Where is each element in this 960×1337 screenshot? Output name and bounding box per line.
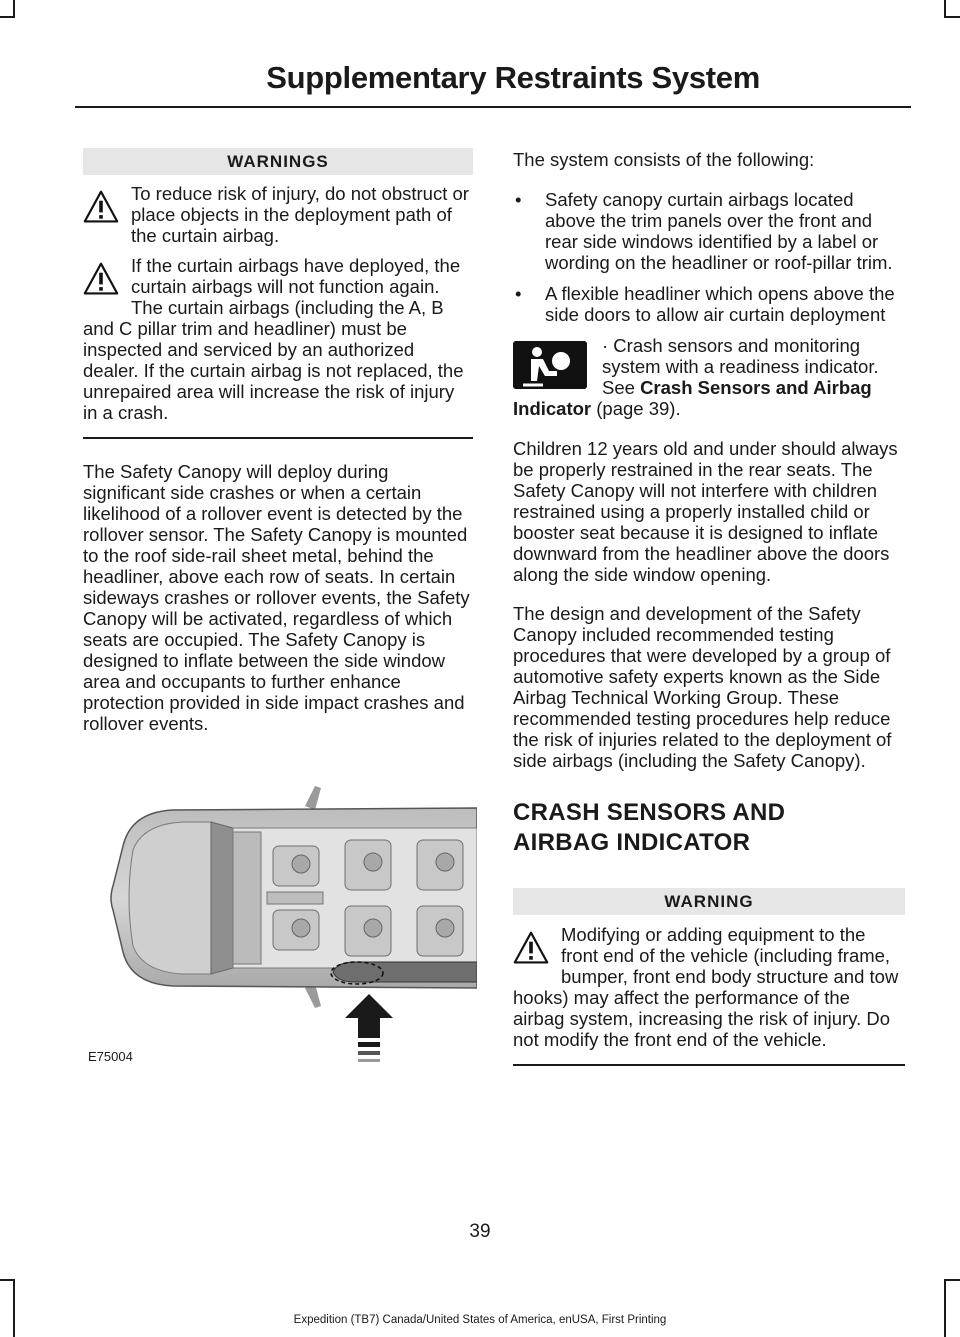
warning-triangle-icon bbox=[513, 930, 549, 966]
bullet-text: Safety canopy curtain airbags located above the trim panels over the front and rear side windows identified by a label or wording on the headliner or roof-pillar trim. bbox=[545, 188, 893, 273]
warning-end-rule bbox=[513, 1064, 905, 1066]
safety-canopy-paragraph: The Safety Canopy will deploy during significant side crashes or when a certain likelihood of a rollover event is detected by the rollover sensor. The Safety Canopy is mounted to the roof side-rail sheet metal, behind the headliner, above each row of seats. In certain sideways crashes or rollover events, the Safety Canopy will be activated, regardless of which seats are occupied. The Safety Canopy is designed to inflate between the side window area and occupants to further enhance protection provided in side impact crashes and rollover events. bbox=[83, 460, 470, 734]
crop-mark bbox=[944, 1279, 960, 1281]
crop-mark bbox=[13, 1279, 15, 1337]
children-paragraph: Children 12 years old and under should always be properly restrained in the rear seats. The Safety Canopy will not interfere with children restrained using a properly installed child or booster seat because it is designed to inflate downward from the headliner above the doors along the side window opening. bbox=[513, 437, 898, 585]
warning-text: If the curtain airbags have deployed, the curtain airbags will not function again. The curtain airbags (including the A, B and C pillar trim and headliner) must be inspected and serviced by an authorized dealer. If the curtain airbag is not replaced, the unrepaired area will increase the risk of injury in a crash. bbox=[83, 255, 464, 423]
list-item bbox=[513, 283, 905, 325]
warning-item bbox=[83, 255, 473, 423]
bullet: • bbox=[515, 282, 522, 304]
header-rule bbox=[75, 106, 911, 108]
section-heading-line: CRASH SENSORS AND bbox=[513, 799, 786, 826]
crop-mark bbox=[944, 16, 960, 18]
warning-triangle-icon bbox=[83, 189, 119, 225]
sensor-text: · Crash sensors and monitoring system with a readiness indicator. See bbox=[602, 334, 879, 398]
sensor-item bbox=[513, 335, 905, 419]
warning-text: Modifying or adding equipment to the front end of the vehicle (including frame, bumper, front end body structure and tow hooks) may affect the performance of the airbag system, increasing the risk of injury. Do not modify the front end of the vehicle. bbox=[513, 924, 899, 1050]
warning-heading: WARNING bbox=[513, 888, 905, 915]
bullet-text: A flexible headliner which opens above the side doors to allow air curtain deployment bbox=[545, 282, 895, 325]
warnings-heading: WARNINGS bbox=[83, 148, 473, 175]
page-number: 39 bbox=[469, 1221, 491, 1242]
page-title: Supplementary Restraints System bbox=[266, 60, 760, 95]
system-intro: The system consists of the following: bbox=[513, 149, 815, 170]
warning-triangle-icon bbox=[83, 261, 119, 297]
figure-code: E75004 bbox=[88, 1049, 133, 1064]
crop-mark bbox=[0, 1279, 15, 1281]
crop-mark bbox=[944, 1279, 946, 1337]
safety-canopy-figure bbox=[83, 776, 477, 1076]
design-paragraph: The design and development of the Safety Canopy included recommended testing procedures that were developed by a group of automotive safety experts known as the Side Airbag Technical Working Group. These recommended testing procedures help reduce the risk of injuries related to the deployment of side airbags (including the Safety Canopy). bbox=[513, 603, 892, 771]
edition-footer: Expedition (TB7) Canada/United States of America, enUSA, First Printing bbox=[293, 1314, 667, 1326]
airbag-warning-icon bbox=[513, 341, 587, 389]
warning-end-rule bbox=[83, 437, 473, 439]
warning-item bbox=[83, 183, 473, 246]
bullet: • bbox=[515, 188, 522, 210]
right-column bbox=[513, 148, 905, 1066]
warning-text: To reduce risk of injury, do not obstruct or place objects in the deployment path of the curtain airbag. bbox=[131, 183, 469, 246]
crop-mark bbox=[0, 16, 15, 18]
left-column bbox=[83, 148, 473, 752]
crash-sensors-link[interactable]: Crash Sensors and Airbag Indicator bbox=[513, 376, 872, 419]
page-reference: (page 39). bbox=[591, 397, 681, 419]
list-item bbox=[513, 189, 905, 273]
warning-item bbox=[513, 924, 905, 1050]
section-heading bbox=[513, 798, 905, 858]
section-heading-line: AIRBAG INDICATOR bbox=[513, 829, 751, 856]
